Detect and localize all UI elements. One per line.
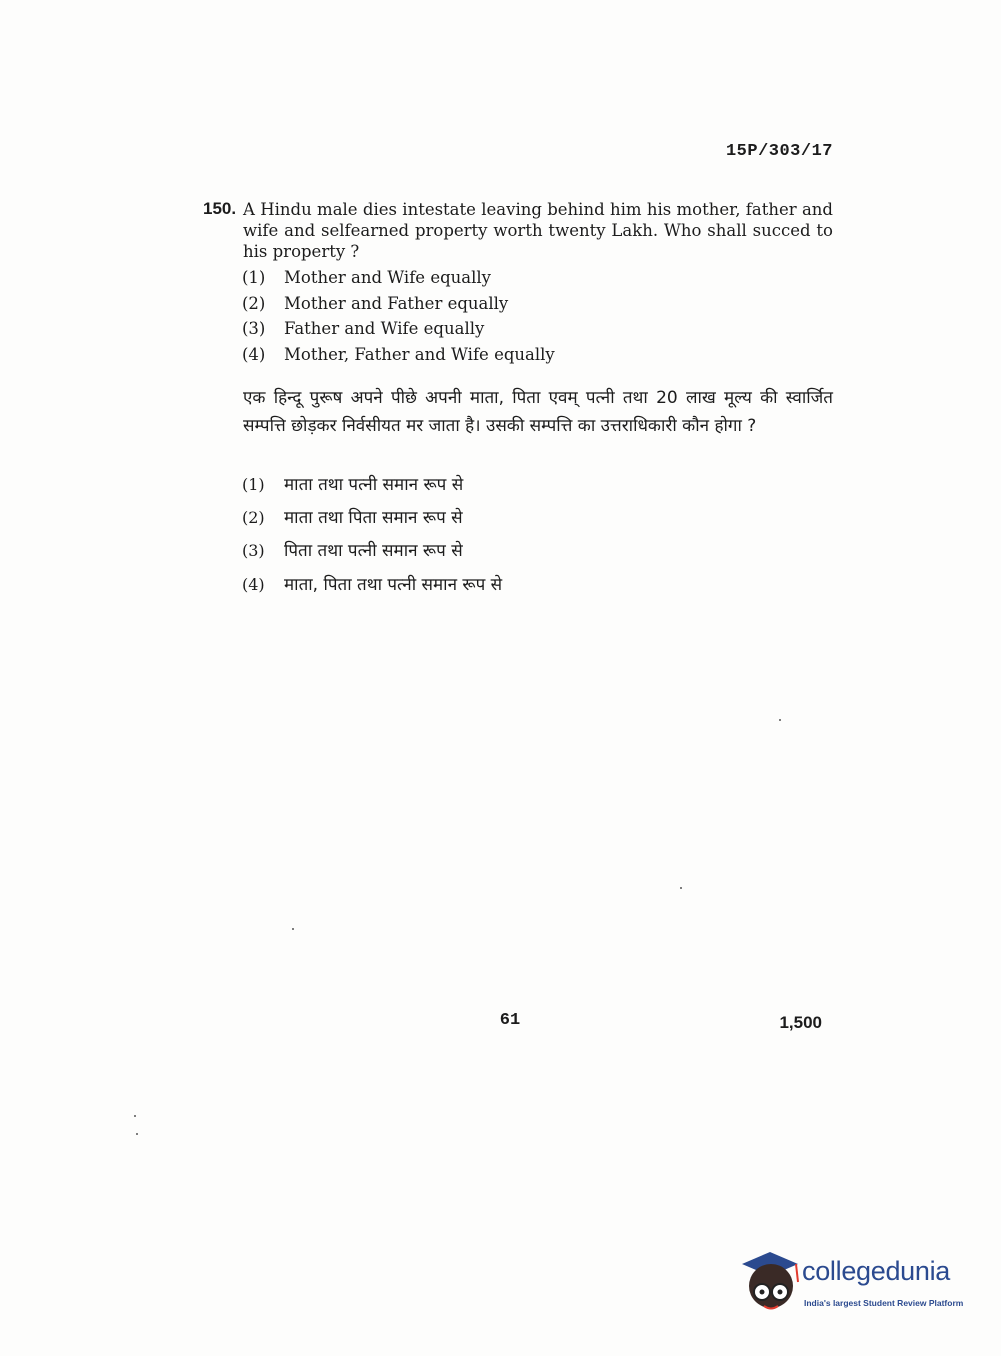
- option-text: Mother and Wife equally: [284, 268, 491, 287]
- question-text-english: A Hindu male dies intestate leaving behind him his mother, father and wife and selfearned property worth twenty Lakh. Who shall succed to his property ?: [243, 200, 833, 261]
- option-text: माता तथा पत्नी समान रूप से: [284, 475, 464, 495]
- option-hi-2: [242, 505, 463, 528]
- option-hi-3: [242, 538, 463, 561]
- scan-speck: [134, 1115, 136, 1117]
- option-text: Father and Wife equally: [284, 319, 485, 338]
- copies-count: 1,500: [779, 1013, 822, 1032]
- option-hi-1: [242, 472, 463, 495]
- page-number: 61: [499, 1011, 521, 1030]
- option-text: माता, पिता तथा पत्नी समान रूप से: [284, 575, 503, 595]
- question-text-hindi: एक हिन्दू पुरूष अपने पीछे अपनी माता, पिता एवम् पत्नी तथा 20 लाख मूल्य की स्वार्जित सम्पत्ति छोड़कर निर्वसीयत मर जाता है। उसकी सम्पत्ति का उत्तराधिकारी कौन होगा ?: [243, 388, 833, 436]
- option-text: Mother and Father equally: [284, 294, 509, 313]
- scan-speck: [779, 719, 781, 721]
- option-number: (2): [242, 294, 266, 313]
- scan-speck: [680, 887, 682, 889]
- option-number: (3): [242, 319, 266, 338]
- option-number: (4): [242, 345, 266, 364]
- option-number: (1): [242, 475, 265, 494]
- option-en-4: [242, 344, 555, 366]
- brand-name: collegedunia: [802, 1256, 951, 1286]
- scan-speck: [292, 928, 294, 930]
- scan-speck: [136, 1133, 138, 1135]
- option-en-1: [242, 267, 491, 289]
- option-text: पिता तथा पत्नी समान रूप से: [284, 541, 463, 561]
- brand-tagline: India's largest Student Review Platform: [804, 1298, 964, 1308]
- paper-code: 15P/303/17: [725, 142, 833, 161]
- option-en-2: [242, 293, 508, 315]
- option-number: (4): [242, 575, 265, 594]
- option-number: (2): [242, 508, 265, 527]
- option-number: (3): [242, 541, 265, 560]
- option-text: माता तथा पिता समान रूप से: [284, 508, 463, 528]
- option-en-3: [242, 318, 484, 340]
- option-hi-4: [242, 572, 502, 595]
- question-number: 150.: [203, 199, 237, 218]
- option-text: Mother, Father and Wife equally: [284, 345, 555, 364]
- option-number: (1): [242, 268, 266, 287]
